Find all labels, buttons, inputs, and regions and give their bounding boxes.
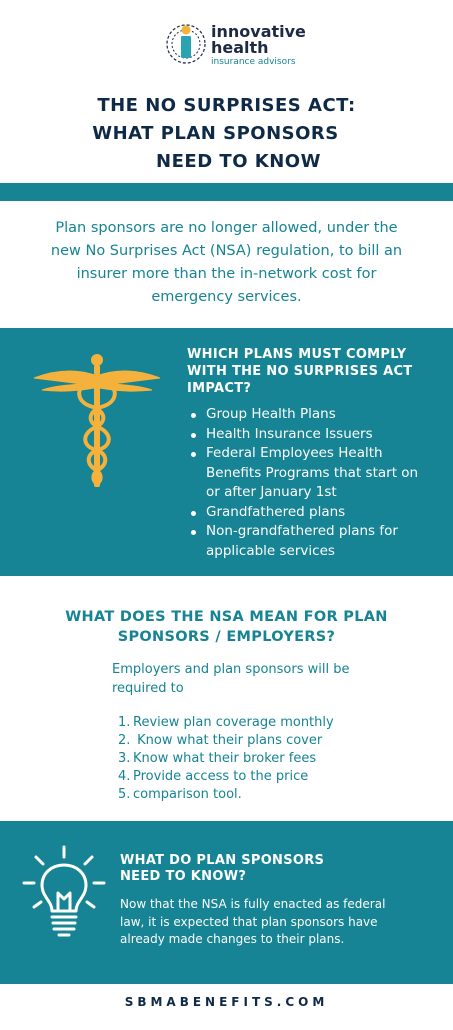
list-number: 3. bbox=[118, 751, 131, 766]
list-number: 1. bbox=[118, 715, 131, 730]
list-number: 5. bbox=[118, 787, 131, 802]
list-number: 4. bbox=[118, 769, 131, 784]
divider-bar bbox=[0, 183, 453, 201]
list-text: Know what their broker fees bbox=[133, 751, 317, 766]
list-item bbox=[118, 714, 378, 732]
requirements-list bbox=[118, 714, 378, 804]
lightbulb-icon bbox=[22, 845, 106, 941]
list-item: Health Insurance Issuers bbox=[188, 425, 428, 445]
list-item: Non-grandfathered plans for applicable services bbox=[188, 522, 428, 561]
innovative-health-logo-icon bbox=[165, 22, 207, 66]
nsa-meaning-intro: Employers and plan sponsors will be required to bbox=[112, 662, 350, 696]
list-text: comparison tool. bbox=[133, 787, 242, 802]
brand-logo bbox=[165, 22, 305, 68]
intro-paragraph: Plan sponsors are no longer allowed, under the new No Surprises Act (NSA) regulation, to bill an insurer more than the in-network cost for emergency services. bbox=[50, 220, 403, 305]
list-item bbox=[118, 786, 378, 804]
footer-website: SBMABENEFITS.COM bbox=[124, 995, 329, 1009]
list-item: Federal Employees Health Benefits Programs that start on or after January 1st bbox=[188, 444, 428, 503]
need-to-know-heading: WHAT DO PLAN SPONSORS NEED TO KNOW? bbox=[120, 853, 325, 884]
plans-heading: WHICH PLANS MUST COMPLY WITH THE NO SURPRISES ACT IMPACT? bbox=[187, 347, 413, 396]
list-item bbox=[118, 768, 378, 786]
list-text: Know what their plans cover bbox=[133, 733, 323, 748]
list-item: Grandfathered plans bbox=[188, 503, 428, 523]
need-to-know-body: Now that the NSA is fully enacted as federal law, it is expected that plan sponsors have already made changes to their plans. bbox=[120, 897, 386, 946]
logo-tagline: insurance advisors bbox=[211, 57, 296, 67]
list-text: Provide access to the price bbox=[133, 769, 309, 784]
list-text: Review plan coverage monthly bbox=[133, 715, 334, 730]
title-line-3: NEED TO KNOW bbox=[156, 151, 321, 172]
logo-wordmark-line1: innovative bbox=[211, 22, 306, 41]
list-item: Group Health Plans bbox=[188, 405, 428, 425]
nsa-meaning-heading: WHAT DOES THE NSA MEAN FOR PLAN SPONSORS / EMPLOYERS? bbox=[65, 609, 388, 645]
caduceus-icon bbox=[30, 352, 164, 492]
list-number: 2. bbox=[118, 733, 131, 748]
plans-list bbox=[188, 405, 428, 561]
list-item bbox=[118, 732, 378, 750]
page-title bbox=[0, 92, 453, 176]
title-line-1: THE NO SURPRISES ACT: bbox=[97, 95, 356, 116]
title-line-2: WHAT PLAN SPONSORS bbox=[92, 123, 339, 144]
logo-wordmark-line2: health bbox=[211, 38, 269, 57]
list-item bbox=[118, 750, 378, 768]
